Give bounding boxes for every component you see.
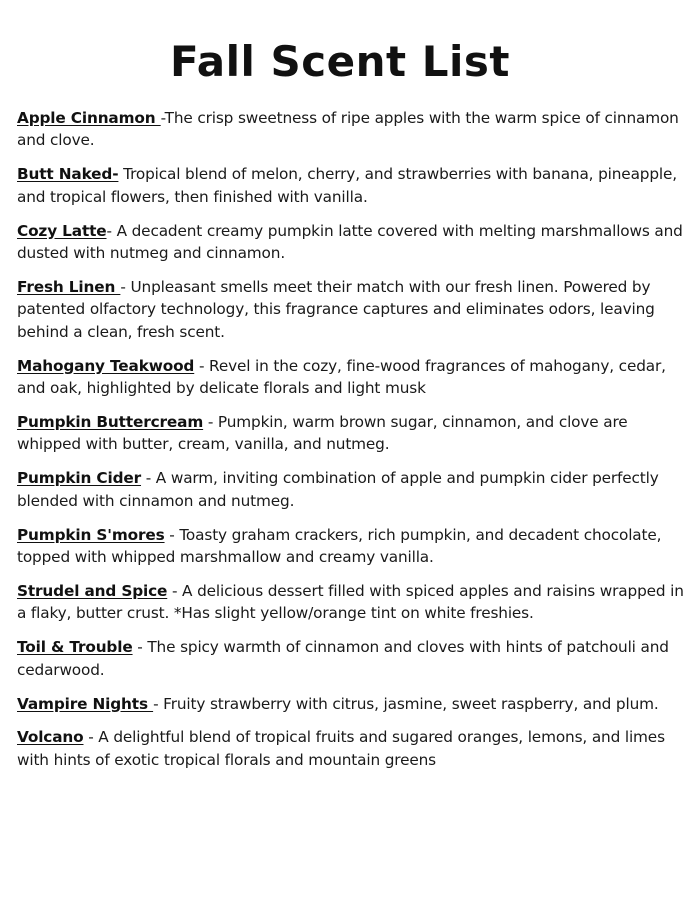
scent-entry-pumpkin-cider [17, 467, 687, 512]
scent-name: Volcano [17, 728, 84, 747]
scent-entry-strudel-and-spice [17, 580, 687, 625]
scent-name: Fresh Linen [17, 277, 121, 296]
scent-entry-butt-naked [17, 163, 687, 208]
scent-entry-vampire-nights [17, 693, 687, 715]
scent-description: - Toasty graham crackers, rich pumpkin, and decadent chocolate, topped with whipped marshmallow and creamy vanilla. [17, 525, 662, 566]
scent-entry-pumpkin-smores [17, 524, 687, 569]
scent-description: - Fruity strawberry with citrus, jasmine, sweet raspberry, and plum. [153, 694, 659, 713]
scent-entry-fresh-linen [17, 276, 687, 343]
scent-description: - A delightful blend of tropical fruits and sugared oranges, lemons, and limes with hints of exotic tropical florals and mountain greens [17, 728, 665, 769]
scent-name: Strudel and Spice [17, 581, 168, 600]
scent-description: Tropical blend of melon, cherry, and strawberries with banana, pineapple, and tropical flowers, then finished with vanilla. [17, 165, 677, 206]
scent-name: Pumpkin Cider [17, 469, 142, 488]
scent-name: Mahogany Teakwood [17, 356, 195, 375]
scent-name: Apple Cinnamon [17, 109, 161, 127]
scent-list [17, 107, 687, 783]
scent-name: Toil & Trouble [17, 638, 133, 657]
page-title: Fall Scent List [170, 37, 510, 86]
scent-description: - A decadent creamy pumpkin latte covered with melting marshmallows and dusted with nutmeg and cinnamon. [17, 221, 683, 263]
scent-entry-volcano [17, 726, 687, 771]
scent-description: - Revel in the cozy, fine-wood fragrances of mahogany, cedar, and oak, highlighted by delicate florals and light musk [17, 356, 666, 398]
scent-entry-apple-cinnamon [17, 107, 687, 152]
scent-description: - Unpleasant smells meet their match with our fresh linen. Powered by patented olfactory technology, this fragrance captures and eliminates odors, leaving behind a clean, fresh scent. [17, 277, 655, 341]
scent-description: -The crisp sweetness of ripe apples with the warm spice of cinnamon and clove. [17, 109, 679, 150]
scent-description: - A delicious dessert filled with spiced apples and raisins wrapped in a flaky, butter crust. *Has slight yellow/orange tint on white freshies. [17, 581, 684, 623]
scent-name: Butt Naked- [17, 165, 119, 184]
scent-description: - A warm, inviting combination of apple and pumpkin cider perfectly blended with cinnamon and nutmeg. [17, 469, 659, 510]
scent-entry-cozy-latte [17, 220, 687, 265]
scent-name: Cozy Latte [17, 221, 107, 240]
scent-name: Vampire Nights [17, 694, 154, 713]
scent-name: Pumpkin Buttercream [17, 412, 204, 431]
scent-description: - Pumpkin, warm brown sugar, cinnamon, and clove are whipped with butter, cream, vanilla, and nutmeg. [17, 412, 628, 454]
scent-name: Pumpkin S'mores [17, 525, 165, 544]
scent-entry-mahogany-teakwood [17, 355, 687, 400]
scent-entry-pumpkin-buttercream [17, 411, 687, 456]
scent-description: - The spicy warmth of cinnamon and cloves with hints of patchouli and cedarwood. [17, 638, 669, 679]
scent-entry-toil-and-trouble [17, 636, 687, 681]
